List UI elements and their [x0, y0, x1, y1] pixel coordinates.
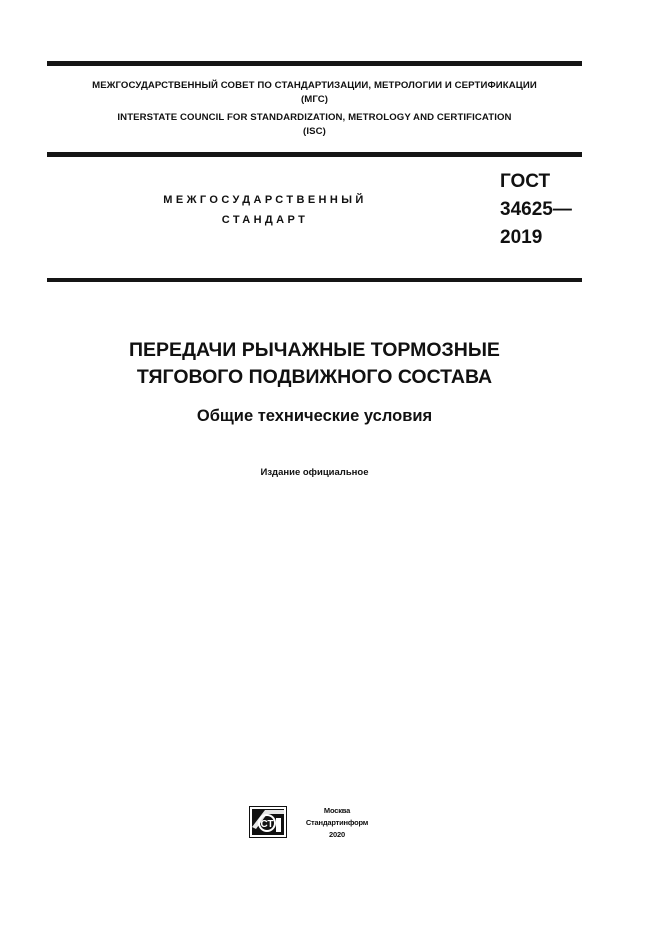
standartinform-logo-icon [249, 806, 287, 838]
title-line1: ПЕРЕДАЧИ РЫЧАЖНЫЕ ТОРМОЗНЫЕ [129, 339, 500, 361]
council-name-ru [47, 79, 582, 107]
council-name-en-line1: INTERSTATE COUNCIL FOR STANDARDIZATION, METROLOGY AND CERTIFICATION [117, 112, 512, 123]
svg-text:СТ: СТ [260, 819, 274, 830]
publisher-name: Стандартинформ [305, 818, 369, 827]
council-abbr-ru: (МГС) [300, 94, 329, 105]
designation-number: 34625— [500, 199, 572, 220]
designation-year: 2019 [500, 227, 543, 248]
top-rule [47, 61, 582, 66]
middle-rule [47, 152, 582, 157]
standard-kind-line1: МЕЖГОСУДАРСТВЕННЫЙ [163, 194, 367, 206]
standard-kind-line2: СТАНДАРТ [221, 214, 309, 226]
document-subtitle: Общие технические условия [196, 407, 433, 425]
standard-designation [500, 168, 572, 252]
document-title [47, 337, 582, 391]
council-abbr-en: (ISC) [303, 126, 326, 137]
council-name-en [47, 111, 582, 139]
publisher-city: Москва [323, 806, 351, 815]
designation-prefix: ГОСТ [500, 171, 551, 192]
bottom-rule [47, 278, 582, 282]
publisher-year: 2020 [329, 830, 345, 839]
title-line2: ТЯГОВОГО ПОДВИЖНОГО СОСТАВА [136, 366, 493, 388]
publisher-block [292, 805, 382, 841]
council-name-ru-line1: МЕЖГОСУДАРСТВЕННЫЙ СОВЕТ ПО СТАНДАРТИЗАЦИИ, МЕТРОЛОГИИ И СЕРТИФИКАЦИИ [92, 80, 537, 91]
edition-note: Издание официальное [260, 467, 369, 478]
